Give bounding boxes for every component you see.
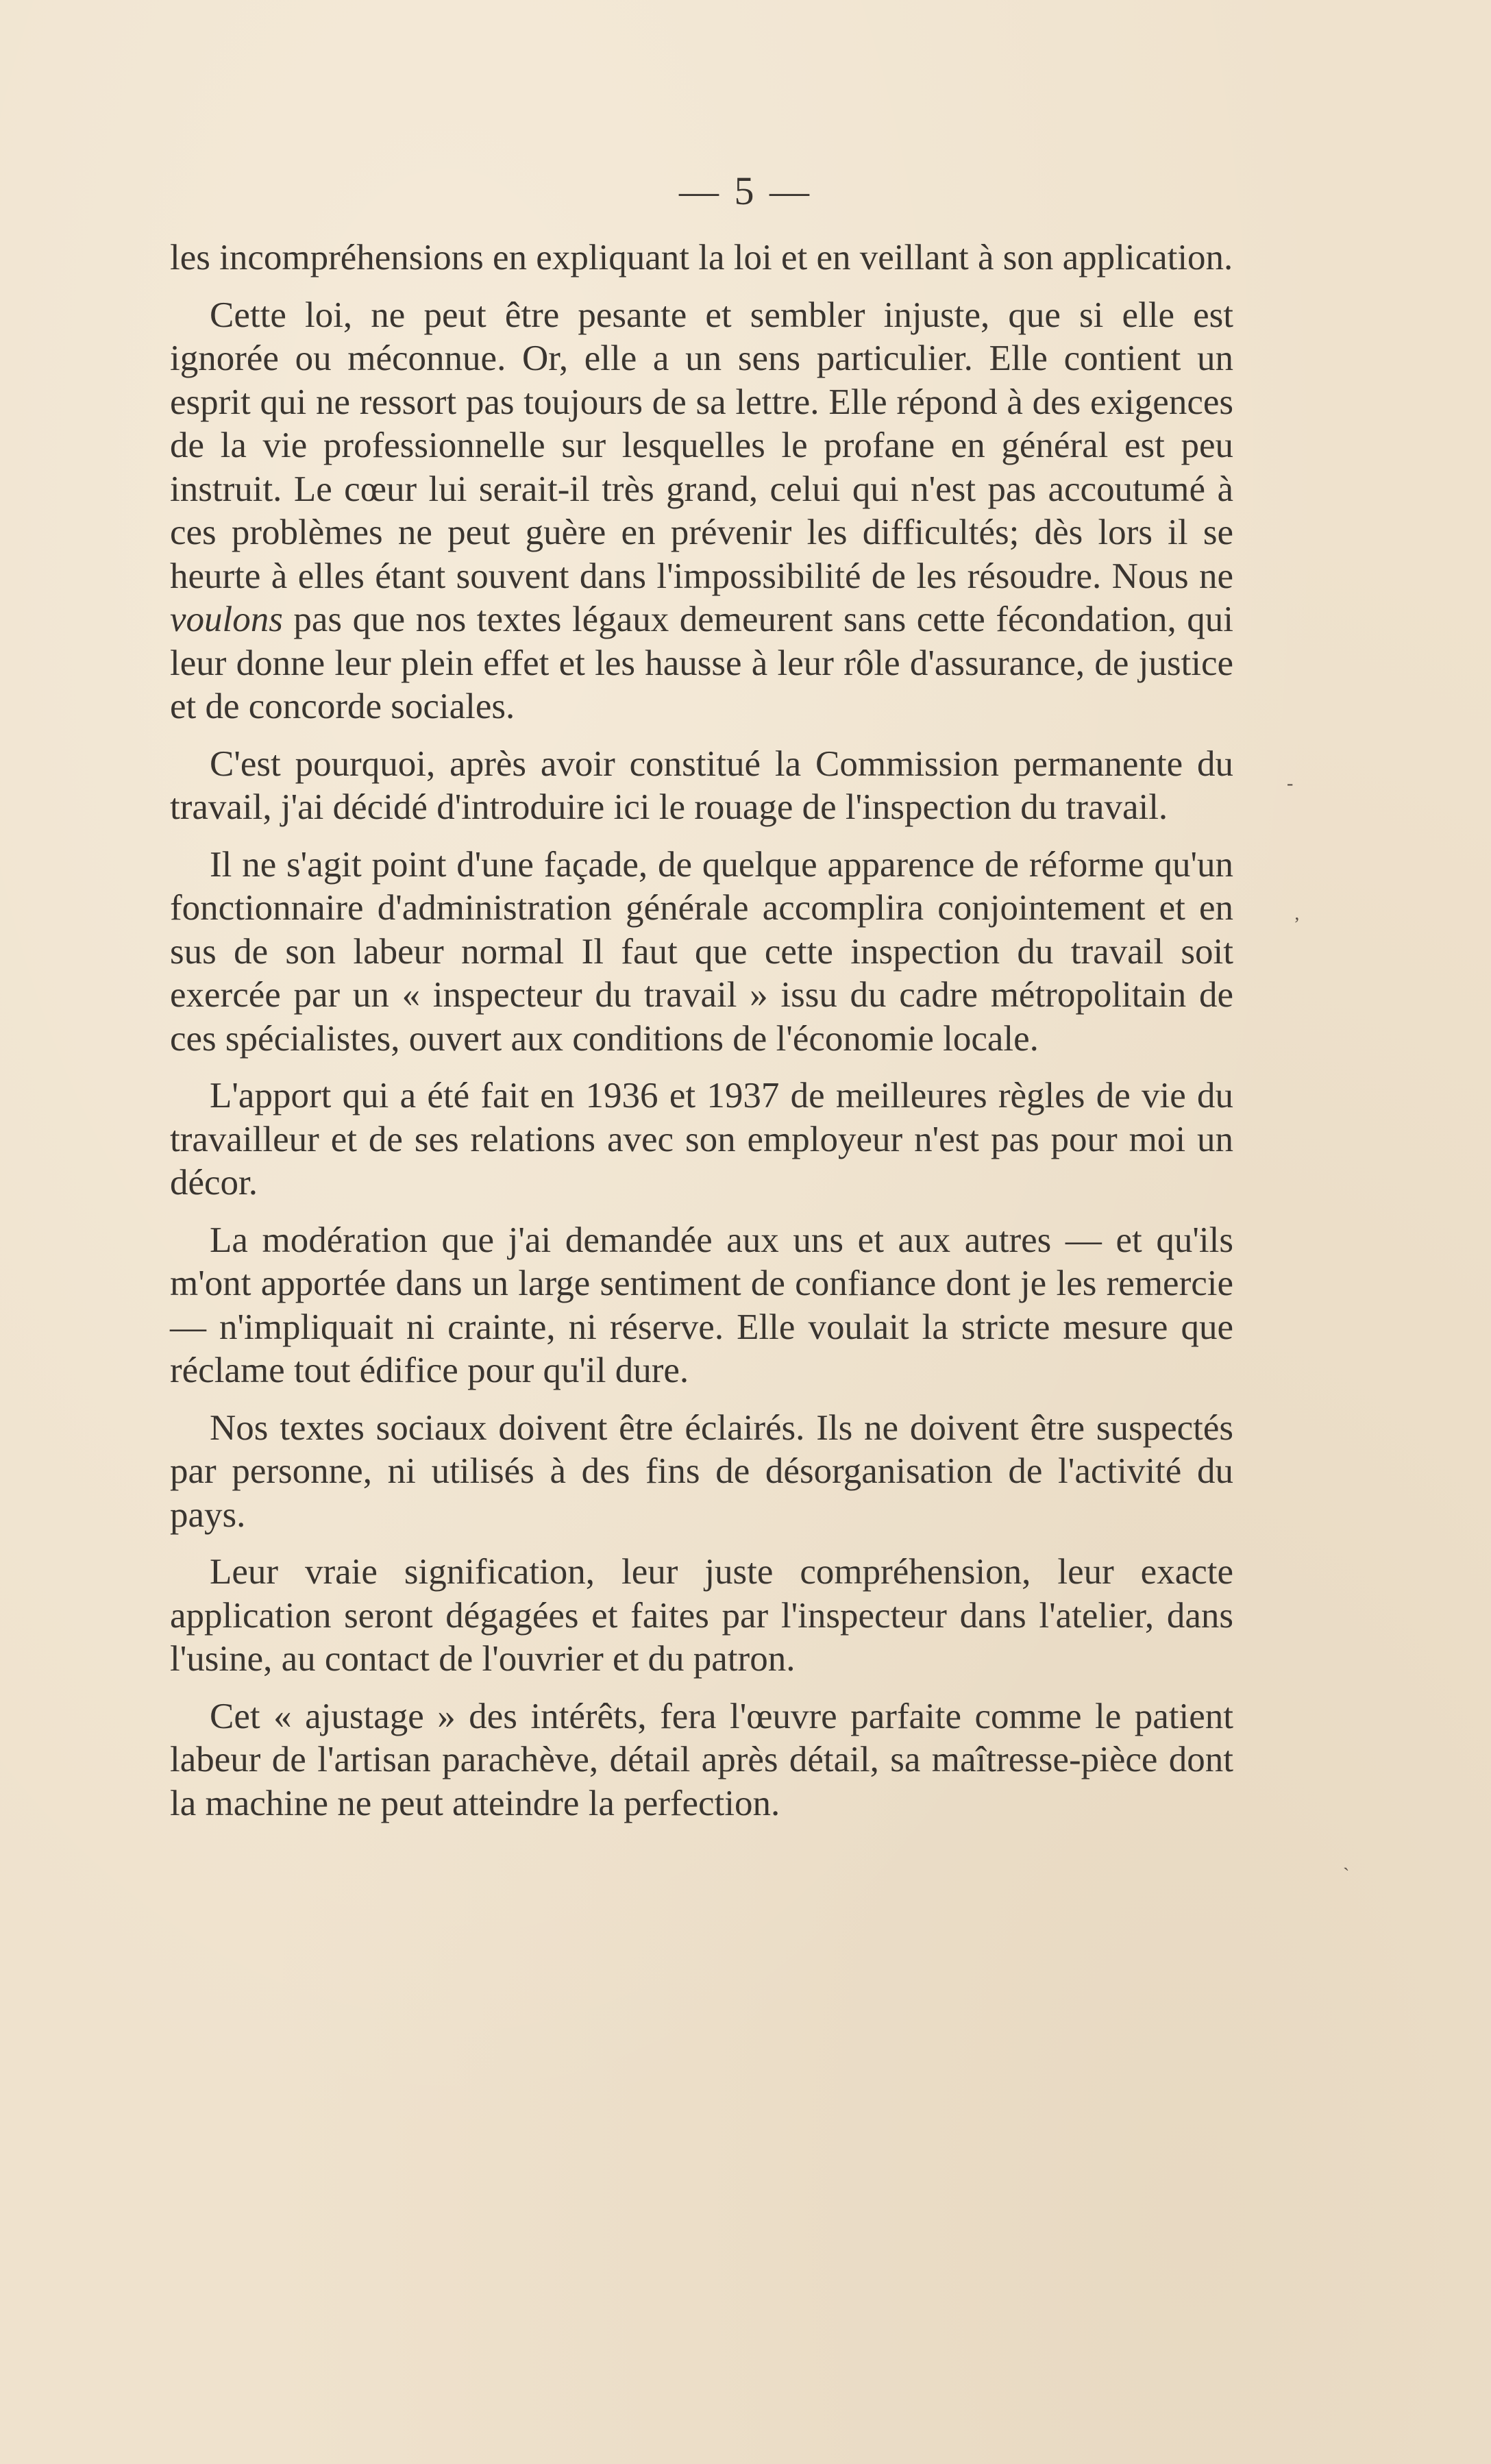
paragraph-2-text: Cette loi, ne peut être pesante et sembler injuste, que si elle est ignorée ou méconnue. Or, elle a un sens particulier. Elle contient un esprit qui ne ressort pas toujours de sa lettre. Elle répond à des exigences de la vie professionnelle sur lesquelles le profane en général est peu instruit. Le cœur lui serait-il très grand, celui qui n'est pas accoutumé à ces problèmes ne peut guère en prévenir les difficultés; dès lors il se heurte à elles étant souvent dans l'impossibilité de les résoudre. Nous ne xyxy=(170,295,1233,596)
paragraph-8: Leur vraie signification, leur juste compréhension, leur exacte application seront dégagées et faites par l'inspecteur dans l'atelier, dans l'usine, au contact de l'ouvrier et du patron. xyxy=(170,1552,1233,1679)
paragraph-2 xyxy=(170,294,1233,729)
paragraph-3: C'est pourquoi, après avoir constitué la Commission permanente du travail, j'ai décidé d'introduire ici le rouage de l'inspection du travail. xyxy=(170,743,1233,827)
margin-mark: ˎ xyxy=(1343,1850,1350,1871)
paragraph-9: Cet « ajustage » des intérêts, fera l'œuvre parfaite comme le patient labeur de l'artisan parachève, détail après détail, sa maîtresse-pièce dont la machine ne peut atteindre la perfection. xyxy=(170,1696,1233,1823)
paragraph-4: Il ne s'agit point d'une façade, de quelque apparence de réforme qu'un fonctionnaire d'administration générale accomplira conjointement et en sus de son labeur normal Il faut que cette inspection du travail soit exercée par un « inspecteur du travail » issu du cadre métropolitain de ces spécialistes, ouvert aux conditions de l'économie locale. xyxy=(170,844,1233,1059)
margin-mark: - xyxy=(1287,773,1294,794)
margin-mark: ‚ xyxy=(1294,903,1301,924)
page-number: — 5 — xyxy=(679,169,812,213)
paragraph-2-emphasis: voulons xyxy=(170,600,283,639)
body-text xyxy=(170,236,1233,1825)
paragraph-6: La modération que j'ai demandée aux uns et aux autres — et qu'ils m'ont apportée dans un large sentiment de confiance dont je les remercie — n'impliquait ni crainte, ni réserve. Elle voulait la stricte mesure que réclame tout édifice pour qu'il dure. xyxy=(170,1220,1233,1390)
paragraph-1: les incompréhensions en expliquant la loi et en veillant à son application. xyxy=(170,238,1233,278)
paragraph-2-text-after: pas que nos textes légaux demeurent sans cette fécondation, qui leur donne leur plein effet et les hausse à leur rôle d'assurance, de justice et de concorde sociales. xyxy=(170,600,1233,726)
paragraph-7: Nos textes sociaux doivent être éclairés. Ils ne doivent être suspectés par personne, ni utilisés à des fins de désorganisation de l'activité du pays. xyxy=(170,1407,1233,1535)
paragraph-5: L'apport qui a été fait en 1936 et 1937 de meilleures règles de vie du travailleur et de ses relations avec son employeur n'est pas pour moi un décor. xyxy=(170,1076,1233,1203)
